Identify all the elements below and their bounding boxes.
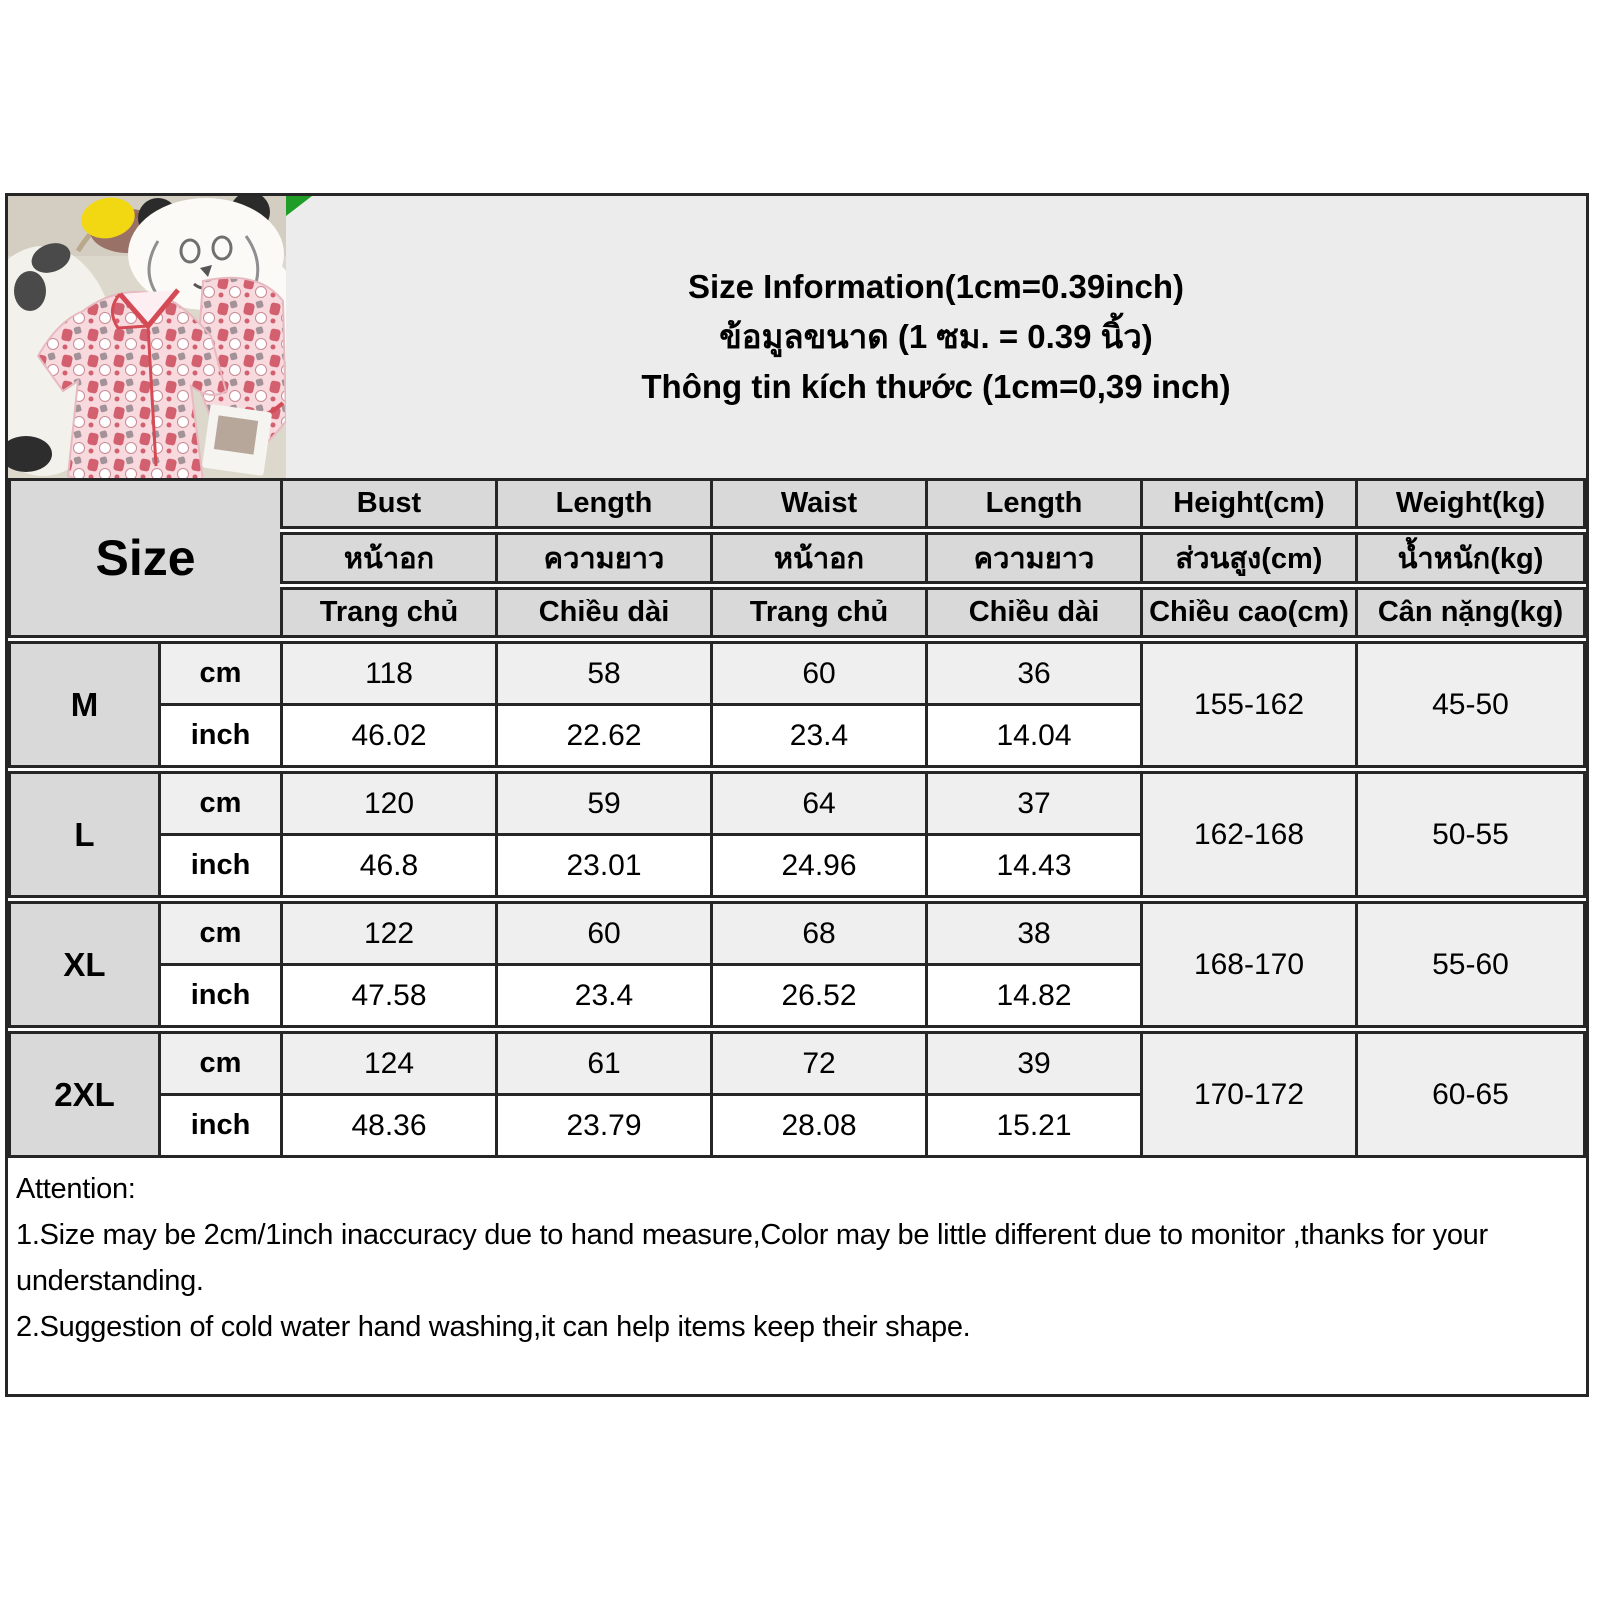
col-header-weight-th: น้ำหนัก(kg) <box>1357 531 1585 586</box>
green-corner-marker-icon <box>286 196 312 216</box>
col-header-height-th: ส่วนสูง(cm) <box>1142 531 1357 586</box>
attention-note-2: 2.Suggestion of cold water hand washing,it can help items keep their shape. <box>16 1311 971 1343</box>
height-range: 170-172 <box>1142 1030 1357 1157</box>
col-header-height-en: Height(cm) <box>1142 480 1357 531</box>
col-header-waist-vi: Trang chủ <box>712 586 927 640</box>
measurement-value: 122 <box>282 900 497 965</box>
measurement-value: 14.04 <box>927 705 1142 770</box>
weight-range: 50-55 <box>1357 770 1585 900</box>
col-header-waist-th: หน้าอก <box>712 531 927 586</box>
measurement-value: 47.58 <box>282 965 497 1030</box>
size-corner-label: Size <box>10 480 282 640</box>
measurement-value: 23.4 <box>497 965 712 1030</box>
measurement-value: 14.43 <box>927 835 1142 900</box>
unit-label: cm <box>160 640 282 705</box>
col-header-length2-vi: Chiều dài <box>927 586 1142 640</box>
measurement-value: 120 <box>282 770 497 835</box>
measurement-value: 23.4 <box>712 705 927 770</box>
col-header-length2-th: ความยาว <box>927 531 1142 586</box>
size-table <box>8 478 1586 1158</box>
size-label-m: M <box>10 640 160 770</box>
col-header-length1-th: ความยาว <box>497 531 712 586</box>
measurement-value: 24.96 <box>712 835 927 900</box>
unit-label: inch <box>160 1095 282 1157</box>
weight-range: 60-65 <box>1357 1030 1585 1157</box>
size-label-xl: XL <box>10 900 160 1030</box>
measurement-value: 68 <box>712 900 927 965</box>
measurement-value: 124 <box>282 1030 497 1095</box>
measurement-value: 46.02 <box>282 705 497 770</box>
measurement-value: 36 <box>927 640 1142 705</box>
measurement-value: 38 <box>927 900 1142 965</box>
height-range: 168-170 <box>1142 900 1357 1030</box>
table-row-m-cm <box>10 640 1585 705</box>
col-header-length2-en: Length <box>927 480 1142 531</box>
size-label-2xl: 2XL <box>10 1030 160 1157</box>
attention-heading: Attention: <box>16 1173 136 1205</box>
page-title-en: Size Information(1cm=0.39inch) <box>687 268 1185 305</box>
col-header-bust-en: Bust <box>282 480 497 531</box>
measurement-value: 48.36 <box>282 1095 497 1157</box>
measurement-value: 61 <box>497 1030 712 1095</box>
measurement-value: 39 <box>927 1030 1142 1095</box>
size-label-l: L <box>10 770 160 900</box>
col-header-weight-en: Weight(kg) <box>1357 480 1585 531</box>
unit-label: cm <box>160 1030 282 1095</box>
attention-note-1: 1.Size may be 2cm/1inch inaccuracy due to hand measure,Color may be little different due to monitor ,thanks for your understanding. <box>16 1219 1488 1297</box>
table-row-2xl-cm <box>10 1030 1585 1095</box>
col-header-height-vi: Chiều cao(cm) <box>1142 586 1357 640</box>
measurement-value: 14.82 <box>927 965 1142 1030</box>
unit-label: inch <box>160 835 282 900</box>
measurement-value: 15.21 <box>927 1095 1142 1157</box>
measurement-value: 58 <box>497 640 712 705</box>
measurement-value: 72 <box>712 1030 927 1095</box>
unit-label: cm <box>160 770 282 835</box>
measurement-value: 46.8 <box>282 835 497 900</box>
col-header-length1-en: Length <box>497 480 712 531</box>
col-header-bust-th: หน้าอก <box>282 531 497 586</box>
unit-label: cm <box>160 900 282 965</box>
page-title-vi: Thông tin kích thước (1cm=0,39 inch) <box>641 368 1231 405</box>
measurement-value: 26.52 <box>712 965 927 1030</box>
table-row-l-cm <box>10 770 1585 835</box>
attention-section <box>8 1158 1586 1350</box>
col-header-length1-vi: Chiều dài <box>497 586 712 640</box>
height-range: 155-162 <box>1142 640 1357 770</box>
size-chart-panel <box>5 193 1589 1397</box>
table-row-xl-cm <box>10 900 1585 965</box>
page-title-th: ข้อมูลขนาด (1 ซม. = 0.39 นิ้ว) <box>719 318 1153 355</box>
unit-label: inch <box>160 965 282 1030</box>
unit-label: inch <box>160 705 282 770</box>
measurement-value: 22.62 <box>497 705 712 770</box>
measurement-value: 28.08 <box>712 1095 927 1157</box>
measurement-value: 23.01 <box>497 835 712 900</box>
weight-range: 45-50 <box>1357 640 1585 770</box>
top-section <box>8 196 1586 478</box>
measurement-value: 23.79 <box>497 1095 712 1157</box>
measurement-value: 60 <box>497 900 712 965</box>
measurement-value: 37 <box>927 770 1142 835</box>
title-panel <box>286 196 1586 478</box>
weight-range: 55-60 <box>1357 900 1585 1030</box>
measurement-value: 118 <box>282 640 497 705</box>
measurement-value: 59 <box>497 770 712 835</box>
col-header-weight-vi: Cân nặng(kg) <box>1357 586 1585 640</box>
col-header-waist-en: Waist <box>712 480 927 531</box>
product-photo <box>8 196 286 478</box>
col-header-bust-vi: Trang chủ <box>282 586 497 640</box>
height-range: 162-168 <box>1142 770 1357 900</box>
measurement-value: 60 <box>712 640 927 705</box>
measurement-value: 64 <box>712 770 927 835</box>
